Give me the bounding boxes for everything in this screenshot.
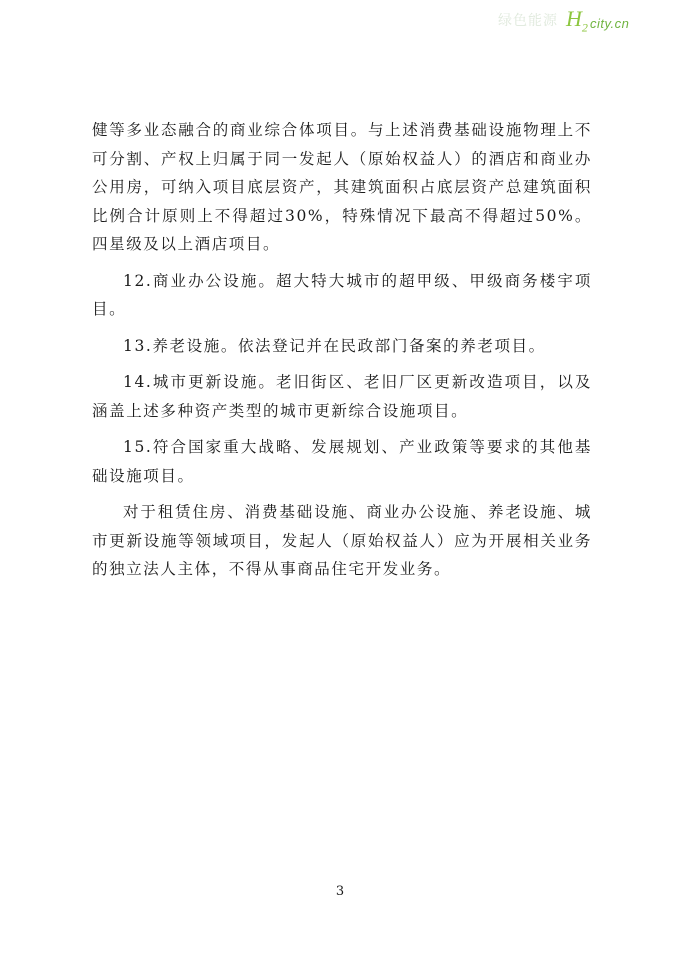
watermark-faint-text: 绿色能源 (498, 12, 558, 28)
paragraph-continuation: 健等多业态融合的商业综合体项目。与上述消费基础设施物理上不可分割、产权上归属于同一发起人（原始权益人）的酒店和商业办公用房，可纳入项目底层资产，其建筑面积占底层资产总建筑面积比例合计原则上不得超过30%，特殊情况下最高不得超过50%。四星级及以上酒店项目。 (92, 121, 592, 253)
page-number: 3 (335, 884, 345, 899)
paragraph-item-15: 15.符合国家重大战略、发展规划、产业政策等要求的其他基础设施项目。 (92, 438, 592, 485)
logo-h2-icon (566, 6, 588, 35)
paragraph-item-12: 12.商业办公设施。超大特大城市的超甲级、甲级商务楼宇项目。 (92, 271, 592, 318)
paragraph-closing-note: 对于租赁住房、消费基础设施、商业办公设施、养老设施、城市更新设施等领域项目，发起人（原始权益人）应为开展相关业务的独立法人主体，不得从事商品住宅开发业务。 (92, 503, 592, 578)
logo-h-subscript: 2 (581, 20, 588, 35)
logo-text: city.cn (590, 16, 630, 31)
logo-h-letter: H (566, 6, 582, 31)
paragraph-item-14: 14.城市更新设施。老旧街区、老旧厂区更新改造项目，以及涵盖上述多种资产类型的城市更新综合设施项目。 (92, 373, 592, 420)
document-body (92, 116, 592, 592)
watermark-logo (498, 6, 668, 38)
paragraph-item-13: 13.养老设施。依法登记并在民政部门备案的养老项目。 (123, 336, 546, 355)
